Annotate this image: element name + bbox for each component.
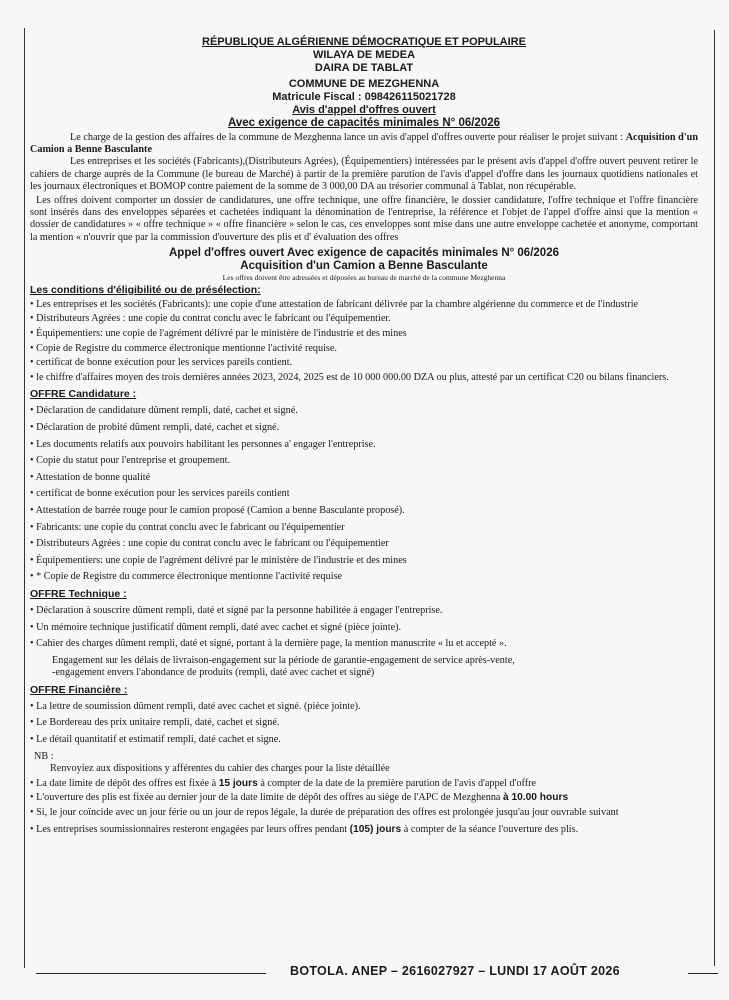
deadline-text-end: à compter de la date de la première parution de l'avis d'appel d'offre [257,777,537,789]
opening-text: L'ouverture des plis est fixée au dernier jour de la date limite de dépôt des offres au siège de l'APC de Mezghenna [36,792,503,804]
list-item: • Le détail quantitatif et estimatif rempli, daté cachet et signe. [30,734,698,747]
list-item: • Copie du statut pour l'entreprise et groupement. [30,455,698,468]
financiere-title: OFFRE Financière : [30,683,128,696]
list-item: • La lettre de soumission dûment rempli, daté avec cachet et signé. (pièce jointe). [30,701,698,714]
daira: DAIRA DE TABLAT [314,62,414,74]
intro-paragraph-1 [30,132,698,156]
list-item: • Attestation de barrée rouge pour le camion proposé (Camion a benne Basculante proposé). [30,505,698,518]
technique-sub-1: Engagement sur les délais de livraison-engagement sur la période de garantie-engagement de service après-vente, [52,654,515,666]
commune: COMMUNE DE MEZGHENNA [288,78,440,90]
right-border [714,30,715,966]
deadline-text: La date limite de dépôt des offres est fixée à [36,777,219,789]
list-item: • Équipementiers: une copie de l'agrément délivré par le ministère de l'industrie et des mines [30,328,698,341]
intro-text: Le charge de la gestion des affaires de la commune de Mezghenna lance un avis d'appel d'offres ouverte pour réaliser le projet suivant : [70,132,626,143]
footer-publication: BOTOLA. ANEP – 2616027927 – LUNDI 17 AOÛT 2026 [290,964,620,978]
validity-item [30,824,698,837]
list-item: • Déclaration de probité dûment rempli, daté, cachet et signé. [30,422,698,435]
project-name: Acquisition d'un Camion a Benne Basculante [30,132,698,156]
technique-title: OFFRE Technique : [30,587,127,600]
eligibility-title: Les conditions d'éligibilité ou de présélection: [30,283,261,296]
title2-note: Les offres doivent être adressées et déposées au bureau de marché de la commune Mezghenna [222,272,506,282]
validity-text: Les entreprises soumissionnaires resteront engagées par leurs offres pendant [36,823,350,835]
list-item: • Distributeurs Agrées : une copie du contrat conclu avec le fabricant ou l'équipementier [30,538,698,551]
title2-line1: Appel d'offres ouvert Avec exigence de capacités minimales N° 06/2026 [169,246,559,259]
footer-left-rule [36,973,266,974]
candidature-title: OFFRE Candidature : [30,388,137,401]
technique-list [30,605,698,651]
deadline-days: 15 jours [218,777,258,789]
list-item: • Un mémoire technique justificatif dûment rempli, daté avec cachet et signé (pièce jointe). [30,622,698,635]
validity-text-end: à compter de la séance l'ouverture des plis. [401,823,579,835]
opening-item [30,792,698,805]
republic-title: RÉPUBLIQUE ALGÉRIENNE DÉMOCRATIQUE ET POPULAIRE [202,36,526,48]
financiere-list [30,701,698,747]
deadline-item [30,778,698,791]
exigence-title: Avec exigence de capacités minimales N° 06/2026 [227,117,501,129]
footer-right-rule [688,973,718,974]
nb-label: NB : [34,750,54,762]
validity-days: (105) jours [349,823,402,835]
list-item: • certificat de bonne exécution pour les services pareils contient. [30,357,698,370]
nb-list [30,778,698,836]
opening-hour: à 10.00 hours [502,792,569,804]
left-border [24,28,25,968]
list-item: • Copie de Registre du commerce électronique mentionne l'activité requise. [30,343,698,356]
list-item: • Distributeurs Agrées : une copie du contrat conclu avec le fabricant ou l'équipementier. [30,313,698,326]
technique-sub-2: -engagement envers l'abondance de produits (rempli, daté avec cachet et signé) [52,667,375,679]
list-item: • certificat de bonne exécution pour les services pareils contient [30,488,698,501]
eligibility-list [30,299,698,385]
list-item: • Déclaration de candidature dûment rempli, daté, cachet et signé. [30,405,698,418]
list-item: • Déclaration à souscrire dûment rempli, daté et signé par la personne habilitée à engager l'entreprise. [30,605,698,618]
nb-line1: Renvoyiez aux dispositions y afférentes du cahier des charges pour la liste détaillée [50,763,390,775]
holiday-item: • Si, le jour coïncide avec un jour férie ou un jour de repos légale, la durée de préparation des offres est prolongée jusqu'au jour ouvrable suivant [30,807,698,820]
wilaya: WILAYA DE MEDEA [312,49,416,61]
list-item: • Fabricants: une copie du contrat conclu avec le fabricant ou l'équipementier [30,522,698,535]
candidature-list [30,405,698,584]
intro-paragraph-2: Les entreprises et les sociétés (Fabricants),(Distributeurs Agrées), (Équipementiers) intéressées par le présent avis d'appel d'offre ouvert peuvent retirer le cahiers de charge auprès de la Commune (le bureau de Marché) à partir de la première parution de l'avis d'appel d'offre dans les journaux quotidiens nationales et les journaux électroniques et BOMOP contre paiement de la somme de 3 000,00 DA au trésorier communal à Tablat, non récupérable. [30,156,698,192]
list-item: • le chiffre d'affaires moyen des trois dernières années 2023, 2024, 2025 est de 10 000 000.00 DZA ou plus, attesté par un certificat C20 ou bilans financiers. [30,372,698,385]
matricule: Matricule Fiscal : 098426115021728 [272,91,456,103]
list-item: • Les entreprises et les sociétés (Fabricants): une copie d'une attestation de fabricant délivrée par la chambre algérienne du commerce et de l'industrie [30,299,698,312]
list-item: • Attestation de bonne qualité [30,472,698,485]
title2-line2: Acquisition d'un Camion a Benne Basculante [240,259,488,272]
list-item: • Équipementiers: une copie de l'agrément délivré par le ministère de l'industrie et des mines [30,555,698,568]
document-page [30,36,698,838]
list-item: • Les documents relatifs aux pouvoirs habilitant les personnes a' engager l'entreprise. [30,439,698,452]
list-item: • * Copie de Registre du commerce électronique mentionne l'activité requise [30,571,698,584]
list-item: • Le Bordereau des prix unitaire rempli, daté, cachet et signé. [30,717,698,730]
avis-title: Avis d'appel d'offres ouvert [292,104,436,116]
list-item: • Cahier des charges dûment rempli, daté et signé, portant à la dernière page, la mention manuscrite « lu et accepté ». [30,638,698,651]
intro-paragraph-3: Les offres doivent comporter un dossier de candidatures, une offre technique, une offre financière, le dossier candidature, l'offre technique et l'offre financière sont insérés dans des enveloppes séparées et cachetées indiquant la dénomination de l'entreprise, la référence et l'objet de l'appel d'offre ainsi que la mention « dossier de candidatures » « offre technique » « offre financière » selon le cas, ces enveloppes sont mise dans une autre enveloppe cachetée et anonyme, comportant la mention « n'ouvrir que par la commission d'ouverture des plis et d' évaluation des offres [30,195,698,243]
